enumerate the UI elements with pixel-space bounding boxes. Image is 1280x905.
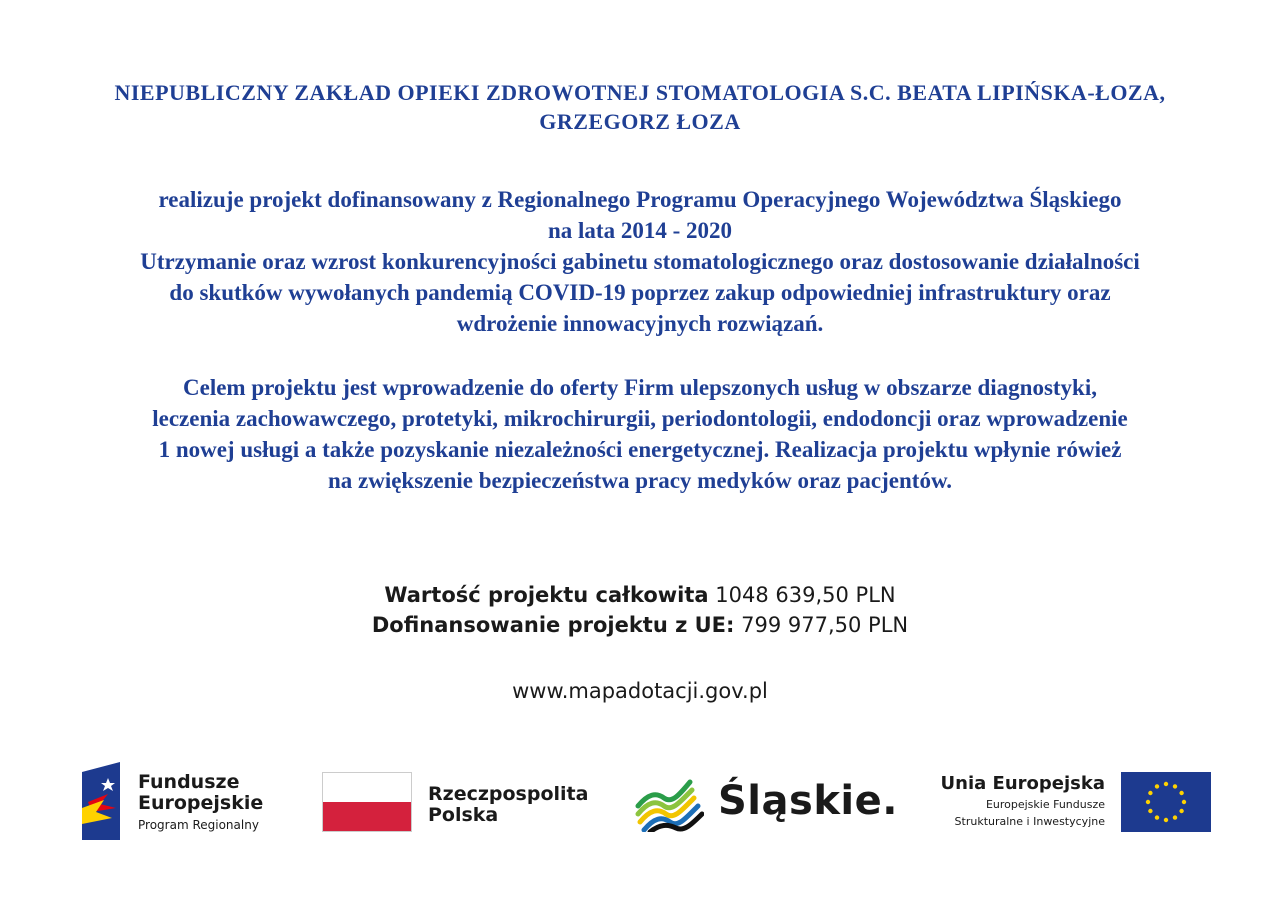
ue-logo-line-2: Europejskie Fundusze [985, 798, 1105, 811]
organization-title-line-1: NIEPUBLICZNY ZAKŁAD OPIEKI ZDROWOTNEJ STOMATOLOGIA S.C. BEATA LIPIŃSKA-ŁOZA, [114, 80, 1166, 105]
total-value-row [0, 580, 1280, 610]
goal-line-1: Celem projektu jest wprowadzenie do oferty Firm ulepszonych usług w obszarze diagnostyki, [183, 375, 1097, 400]
project-description [40, 184, 1240, 339]
total-value-amount: 1048 639,50 PLN [715, 583, 896, 607]
eu-flag-icon [1121, 772, 1211, 832]
ue-logo-line-3: Strukturalne i Inwestycyjne [954, 815, 1105, 828]
description-line-1: realizuje projekt dofinansowany z Regionalnego Programu Operacyjnego Województwa Śląskiego [158, 187, 1122, 212]
slaskie-logo [634, 770, 898, 834]
organization-title-line-2: GRZEGORZ ŁOZA [539, 109, 741, 134]
description-line-2: na lata 2014 - 2020 [548, 218, 732, 243]
description-line-5: wdrożenie innowacyjnych rozwiązań. [456, 311, 824, 336]
rp-logo-line-2: Polska [428, 804, 499, 826]
project-goal [40, 372, 1240, 496]
fundusze-europejskie-icon [78, 760, 126, 842]
eu-funding-amount: 799 977,50 PLN [741, 613, 909, 637]
rzeczpospolita-polska-logo [322, 772, 592, 836]
description-line-3: Utrzymanie oraz wzrost konkurencyjności gabinetu stomatologicznego oraz dostosowanie działalności [140, 249, 1140, 274]
website-link[interactable]: www.mapadotacji.gov.pl [512, 679, 768, 703]
goal-line-2: leczenia zachowawczego, protetyki, mikrochirurgii, periodontologii, endodoncji oraz wprowadzenie [152, 406, 1128, 431]
fe-logo-line-3: Program Regionalny [138, 818, 259, 832]
rp-logo-line-1: Rzeczpospolita [428, 783, 589, 805]
eu-funding-label: Dofinansowanie projektu z UE: [371, 613, 735, 637]
fundusze-europejskie-logo [78, 760, 278, 842]
polish-flag-icon [322, 772, 412, 832]
eu-funding-row [0, 610, 1280, 640]
goal-line-4: na zwiększenie bezpieczeństwa pracy medyków oraz pacjentów. [327, 468, 953, 493]
fe-logo-line-2: Europejskie [138, 792, 264, 814]
slaskie-waves-icon [634, 772, 704, 832]
goal-line-3: 1 nowej usługi a także pozyskanie niezależności energetycznej. Realizacja projektu wpłynie rówież [158, 437, 1122, 462]
ue-logo-line-1: Unia Europejska [940, 773, 1105, 794]
total-value-label: Wartość projektu całkowita [384, 583, 709, 607]
description-line-4: do skutków wywołanych pandemią COVID-19 poprzez zakup odpowiedniej infrastruktury oraz [169, 280, 1111, 305]
fe-logo-line-1: Fundusze [138, 771, 240, 793]
unia-europejska-logo [930, 772, 1215, 836]
organization-title [20, 78, 1260, 136]
project-values [0, 580, 1280, 640]
ue-logo-texts [941, 772, 1105, 830]
slaskie-logo-text: Śląskie. [718, 778, 898, 824]
